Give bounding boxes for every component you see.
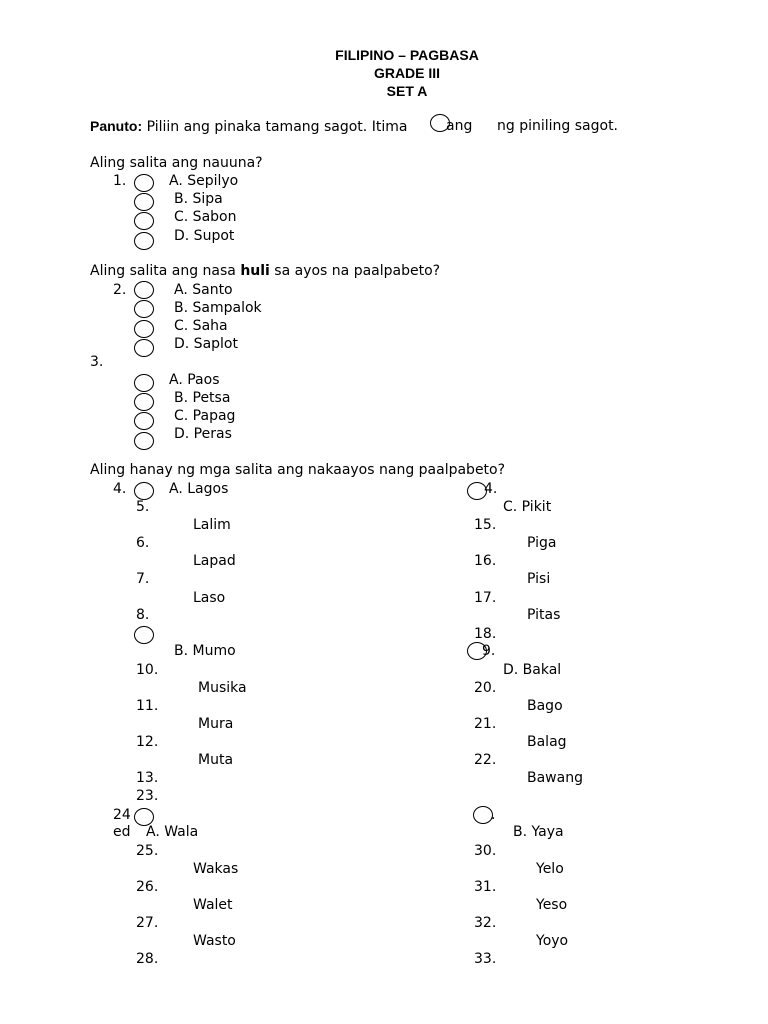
q1-bubble-a[interactable] bbox=[134, 174, 154, 192]
q4-left-word: Lalim bbox=[193, 517, 231, 533]
q2-question-a: Aling salita ang nasa bbox=[90, 263, 236, 279]
q4-right-num: 16. bbox=[474, 553, 497, 569]
q2-bubble-b[interactable] bbox=[134, 300, 154, 318]
q2-question-b: sa ayos na paalpabeto? bbox=[274, 263, 441, 279]
q4-right-num: 18. bbox=[474, 626, 497, 642]
q4-left-word: Muta bbox=[198, 752, 234, 768]
q4-right-num: 20. bbox=[474, 680, 497, 696]
q4-left-num: 23. bbox=[136, 788, 159, 804]
instruction bbox=[90, 118, 407, 136]
q4-left-num: 12. bbox=[136, 734, 159, 750]
q4-right-num: 9. bbox=[482, 643, 496, 659]
q4-right-word: Piga bbox=[527, 535, 557, 551]
q2-option-b: B. Sampalok bbox=[174, 300, 262, 316]
q2-question bbox=[90, 263, 440, 280]
q4-left-num: 5. bbox=[136, 499, 150, 515]
q3-bubble-d[interactable] bbox=[134, 432, 154, 450]
q4-left-num: 27. bbox=[136, 915, 159, 931]
q2-option-c: C. Saha bbox=[174, 318, 228, 334]
q3-number: 3. bbox=[90, 354, 104, 370]
q3-option-b: B. Petsa bbox=[174, 390, 231, 406]
q4-left-num: 25. bbox=[136, 843, 159, 859]
q3-bubble-b[interactable] bbox=[134, 393, 154, 411]
q4-bubble-a[interactable] bbox=[134, 482, 154, 500]
q2-number: 2. bbox=[113, 282, 127, 298]
q1-bubble-d[interactable] bbox=[134, 232, 154, 250]
q4-right-word: Yeso bbox=[536, 897, 568, 913]
q4-bubble-b2[interactable] bbox=[473, 806, 496, 824]
q4-left-num: 7. bbox=[136, 571, 150, 587]
q4-right-word: Bawang bbox=[527, 770, 583, 786]
q4-left-num: 13. bbox=[136, 770, 159, 786]
q4-left-word: Wasto bbox=[193, 933, 236, 949]
q1-option-c: C. Sabon bbox=[174, 209, 237, 225]
q2-bubble-a[interactable] bbox=[134, 281, 154, 299]
q4-option-b: B. Mumo bbox=[174, 643, 236, 659]
q3-option-a: A. Paos bbox=[169, 372, 220, 388]
q1-option-a: A. Sepilyo bbox=[169, 173, 239, 189]
q4-right-num: 17. bbox=[474, 590, 497, 606]
q4-left-ed: ed bbox=[113, 824, 131, 840]
title-line-1: FILIPINO – PAGBASA bbox=[335, 47, 479, 63]
q4-option-b2: B. Yaya bbox=[513, 824, 564, 840]
q4-right-num: 21. bbox=[474, 716, 497, 732]
q4-right-word: Yoyo bbox=[536, 933, 569, 949]
q1-bubble-b[interactable] bbox=[134, 193, 154, 211]
q4-left-num: 6. bbox=[136, 535, 150, 551]
q2-bubble-d[interactable] bbox=[134, 339, 154, 357]
q4-left-num: 24 bbox=[113, 807, 131, 823]
title-line-3: SET A bbox=[386, 83, 428, 99]
q4-left-num: 10. bbox=[136, 662, 159, 678]
q4-left-num: 28. bbox=[136, 951, 159, 967]
q4-right-num: 22. bbox=[474, 752, 497, 768]
instruction-text-c: ng piniling sagot. bbox=[497, 118, 619, 134]
q2-option-d: D. Saplot bbox=[174, 336, 238, 352]
q3-bubble-a[interactable] bbox=[134, 374, 154, 392]
q4-right-num: 33. bbox=[474, 951, 497, 967]
q4-right-dot: . bbox=[491, 807, 496, 823]
q2-option-a: A. Santo bbox=[174, 282, 233, 298]
q4-right-num: 4. bbox=[484, 481, 498, 497]
q4-option-d: D. Bakal bbox=[503, 662, 562, 678]
q4-left-word: Walet bbox=[193, 897, 233, 913]
q4-right-word: Pitas bbox=[527, 607, 561, 623]
q4-left-num: 8. bbox=[136, 607, 150, 623]
q4-right-word: Pisi bbox=[527, 571, 551, 587]
instruction-label: Panuto: bbox=[90, 118, 143, 134]
q2-bubble-c[interactable] bbox=[134, 320, 154, 338]
q4-option-a2: A. Wala bbox=[146, 824, 199, 840]
q3-option-d: D. Peras bbox=[174, 426, 232, 442]
q4-right-num: 32. bbox=[474, 915, 497, 931]
q2-question-bold: huli bbox=[240, 263, 270, 279]
instruction-text-b: ang bbox=[446, 118, 473, 134]
q4-left-word: Lapad bbox=[193, 553, 236, 569]
q4-number: 4. bbox=[113, 481, 127, 497]
q4-left-word: Laso bbox=[193, 590, 226, 606]
q4-right-word: Yelo bbox=[536, 861, 564, 877]
q4-left-word: Mura bbox=[198, 716, 234, 732]
q4-right-num: 15. bbox=[474, 517, 497, 533]
q1-number: 1. bbox=[113, 173, 127, 189]
q4-right-word: Balag bbox=[527, 734, 567, 750]
q1-bubble-c[interactable] bbox=[134, 212, 154, 230]
q1-question: Aling salita ang nauuna? bbox=[90, 155, 263, 171]
q3-option-c: C. Papag bbox=[174, 408, 236, 424]
q4-right-num: 31. bbox=[474, 879, 497, 895]
q4-left-num: 26. bbox=[136, 879, 159, 895]
q4-bubble-b[interactable] bbox=[134, 626, 154, 644]
q3-bubble-c[interactable] bbox=[134, 412, 154, 430]
q4-option-a: A. Lagos bbox=[169, 481, 229, 497]
q1-option-b: B. Sipa bbox=[174, 191, 223, 207]
title-line-2: GRADE III bbox=[373, 65, 441, 81]
q4-left-num: 11. bbox=[136, 698, 159, 714]
q4-left-word: Musika bbox=[198, 680, 247, 696]
q1-option-d: D. Supot bbox=[174, 228, 235, 244]
q4-left-word: Wakas bbox=[193, 861, 239, 877]
q4-question: Aling hanay ng mga salita ang nakaayos nang paalpabeto? bbox=[90, 462, 506, 478]
instruction-text-a: Piliin ang pinaka tamang sagot. Itima bbox=[146, 119, 408, 135]
q4-right-word: Bago bbox=[527, 698, 563, 714]
q4-right-num: 30. bbox=[474, 843, 497, 859]
q4-option-c: C. Pikit bbox=[503, 499, 552, 515]
